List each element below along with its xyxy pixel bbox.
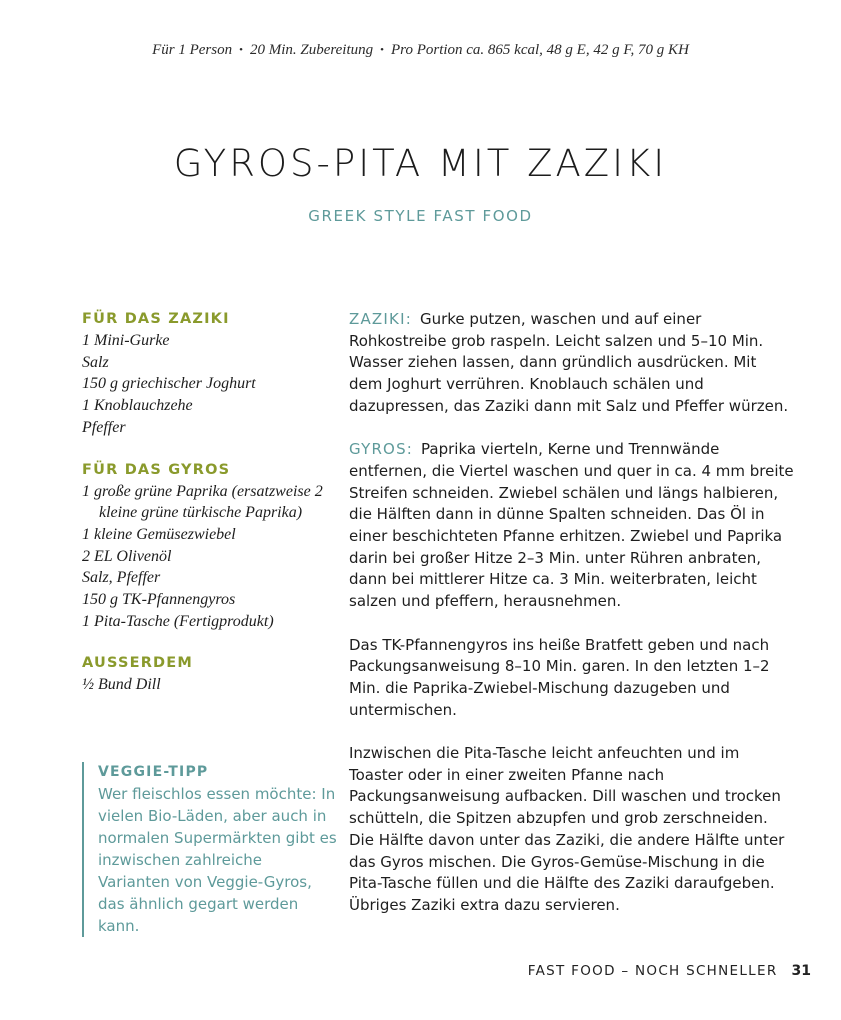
ingredient-list <box>82 481 332 633</box>
ingredient-group-heading: AUSSERDEM <box>82 655 194 672</box>
ingredient-item: 1 große grüne Paprika (ersatzweise 2 kleine grüne türkische Paprika) <box>82 482 323 522</box>
ingredient-group-zaziki <box>82 309 332 439</box>
ingredient-item: Pfeffer <box>82 418 126 436</box>
instructions-column <box>349 309 794 938</box>
ingredient-item: 1 Mini-Gurke <box>82 332 170 349</box>
recipe-subtitle: GREEK STYLE FAST FOOD <box>308 207 533 225</box>
step-label: GYROS: <box>349 440 414 459</box>
servings-text: Für 1 Person <box>152 42 233 58</box>
nutrition-text: Pro Portion ca. 865 kcal, 48 g E, 42 g F, 70 g KH <box>391 42 689 58</box>
ingredient-group-heading: FÜR DAS GYROS <box>82 461 231 478</box>
step-text: Paprika vierteln, Kerne und Trennwände entfernen, die Viertel waschen und quer in ca. 4 mm breite Streifen schneiden. Zwiebel schälen und längs halbieren, die Hälften dann in dünne Spalten schneiden. Das Öl in einer beschichteten Pfanne erhitzen. Zwiebel und Paprika darin bei großer Hitze 2–3 Min. unter Rühren anbraten, dann bei mittlerer Hitze ca. 3 Min. weiterbraten, leicht salzen und pfeffern, herausnehmen. <box>349 440 794 611</box>
tip-title: VEGGIE-TIPP <box>98 764 209 780</box>
page-footer <box>528 963 811 979</box>
instruction-step-zaziki <box>349 309 794 418</box>
prep-time-text: 20 Min. Zubereitung <box>249 42 374 58</box>
step-label: ZAZIKI: <box>349 310 412 328</box>
ingredient-list <box>82 674 332 696</box>
instruction-step-gyros <box>349 439 794 613</box>
ingredient-group-extra <box>82 653 332 696</box>
ingredient-item: ½ Bund Dill <box>82 676 161 694</box>
ingredient-list <box>82 330 332 439</box>
footer-section-title: FAST FOOD – NOCH SCHNELLER <box>527 963 778 979</box>
ingredient-group-heading: FÜR DAS ZAZIKI <box>82 311 230 327</box>
step-text: Das TK-Pfannengyros ins heiße Bratfett geben und nach Packungsanweisung 8–10 Min. garen. In den letzten 1–2 Min. die Paprika-Zwiebel-Mischung dazugeben und untermischen. <box>349 635 770 719</box>
ingredient-item: 2 EL Olivenöl <box>82 547 172 565</box>
ingredient-item: 1 Pita-Tasche (Fertigprodukt) <box>82 612 274 630</box>
instruction-step-pan <box>349 635 794 722</box>
step-text: Inzwischen die Pita-Tasche leicht anfeuchten und im Toaster oder in einer zweiten Pfanne nach Packungsanweisung aufbacken. Dill waschen und trocken schütteln, die Spitzen abzupfen und grob zerschneiden. Die Hälfte davon unter das Zaziki, die andere Hälfte unter das Gyros mischen. Die Gyros-Gemüse-Mischung in die Pita-Tasche füllen und die Hälfte des Zaziki daraufgeben. Übriges Zaziki extra dazu servieren. <box>349 744 785 914</box>
ingredient-item: Salz <box>82 353 109 371</box>
ingredient-item: 150 g TK-Pfannengyros <box>82 591 236 609</box>
ingredient-item: Salz, Pfeffer <box>82 569 161 587</box>
recipe-meta-line <box>0 42 841 59</box>
step-text: Gurke putzen, waschen und auf einer Rohkostreibe grob raspeln. Leicht salzen und 5–10 Min. Wasser ziehen lassen, dann gründlich ausdrücken. Mit dem Joghurt verrühren. Knoblauch schälen und dazupressen, das Zaziki dann mit Salz und Pfeffer würzen. <box>349 310 789 415</box>
recipe-title: GYROS-PITA MIT ZAZIKI <box>173 142 668 185</box>
bullet-separator: • <box>380 44 384 56</box>
ingredient-item: 1 kleine Gemüsezwiebel <box>82 525 236 543</box>
page-number: 31 <box>791 963 811 979</box>
ingredient-item: 150 g griechischer Joghurt <box>82 375 256 393</box>
ingredient-item: 1 Knoblauchzehe <box>82 397 193 415</box>
instruction-step-assemble <box>349 743 794 917</box>
bullet-separator: • <box>239 44 243 56</box>
ingredient-group-gyros <box>82 460 332 633</box>
veggie-tip-box <box>82 762 338 937</box>
ingredients-column <box>82 309 332 717</box>
tip-text: Wer fleischlos essen möchte: In vielen Bio-Läden, aber auch in normalen Supermärkten gibt es inzwischen zahlreiche Varianten von Veggie-Gyros, das ähnlich gegart werden kann. <box>98 785 337 935</box>
